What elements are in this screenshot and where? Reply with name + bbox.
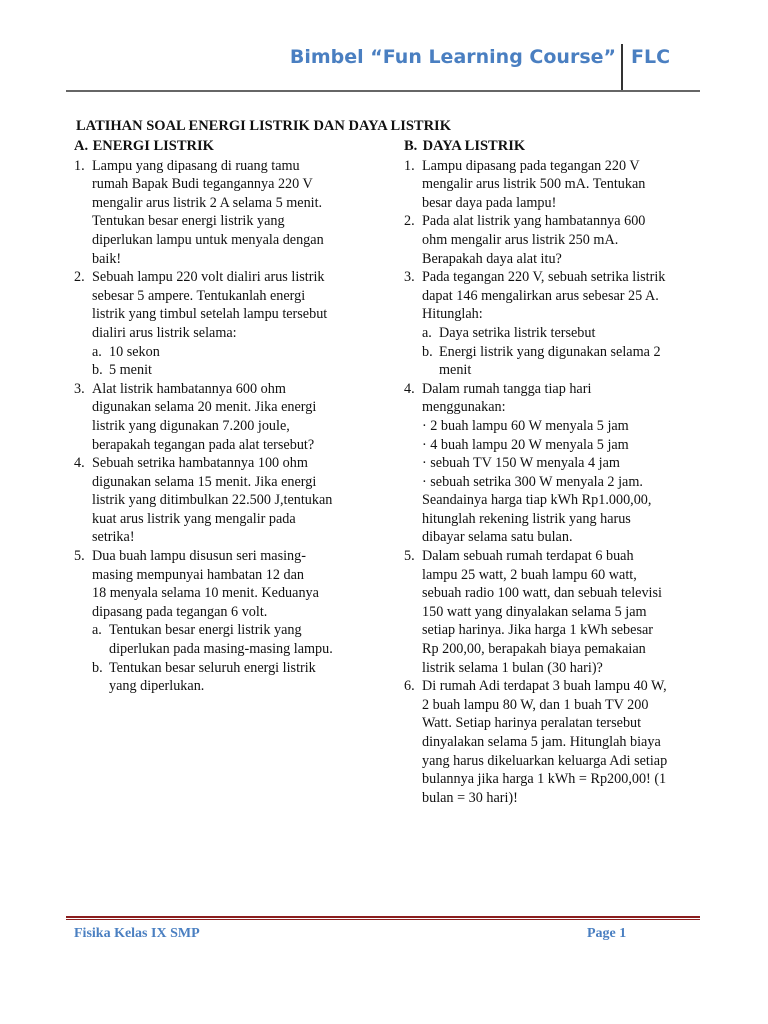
- question-number: 5.: [74, 548, 85, 565]
- option-item: [422, 343, 724, 380]
- question-number: 1.: [74, 157, 85, 174]
- option-item: [422, 324, 724, 343]
- appliance-item: · 2 buah lampu 60 W menyala 5 jam: [422, 417, 629, 434]
- option-text: Daya setrika listrik tersebut: [439, 324, 596, 341]
- option-item: [92, 621, 374, 658]
- option-label: b.: [422, 343, 433, 360]
- header-abbreviation: FLC: [631, 46, 671, 68]
- question-number: 6.: [404, 678, 415, 695]
- worksheet-title: LATIHAN SOAL ENERGI LISTRIK DAN DAYA LISTRIK: [76, 118, 451, 134]
- page-number: Page 1: [587, 926, 627, 941]
- question-item: [404, 380, 724, 547]
- section-heading-text: ENERGI LISTRIK: [92, 138, 214, 154]
- question-text: Seandainya harga tiap kWh Rp1.000,00, hitunglah rekening listrik yang harus dibayar selama satu bulan.: [422, 492, 652, 546]
- question-text: Alat listrik hambatannya 600 ohm digunakan selama 20 menit. Jika energi listrik yang digunakan 7.200 joule, berapakah tegangan pada alat tersebut?: [92, 380, 317, 453]
- question-item: [74, 380, 374, 454]
- header-title: Bimbel “Fun Learning Course”: [289, 46, 616, 68]
- question-text: Dalam rumah tangga tiap hari menggunakan:: [422, 380, 592, 416]
- option-label: a.: [422, 324, 432, 341]
- appliance-item: · 4 buah lampu 20 W menyala 5 jam: [422, 436, 629, 453]
- question-text: Lampu yang dipasang di ruang tamu rumah Bapak Budi tegangannya 220 V mengalir arus listrik 2 A selama 5 menit. Tentukan besar energi listrik yang diperlukan lampu untuk menyala dengan baik!: [92, 157, 324, 267]
- question-number: 2.: [404, 213, 415, 230]
- option-label: b.: [92, 659, 103, 676]
- section-daya-listrik: [404, 137, 724, 807]
- section-heading: [74, 137, 374, 156]
- question-item: [74, 454, 374, 547]
- question-item: [404, 157, 724, 213]
- question-text: Lampu dipasang pada tegangan 220 V mengalir arus listrik 500 mA. Tentukan besar daya pada lampu!: [422, 157, 646, 211]
- option-text: Energi listrik yang digunakan selama 2 menit: [439, 343, 661, 379]
- question-number: 1.: [404, 157, 415, 174]
- option-text: 5 menit: [109, 362, 152, 379]
- option-text: Tentukan besar seluruh energi listrik yang diperlukan.: [109, 659, 316, 695]
- question-item: [74, 157, 374, 269]
- question-text: Pada tegangan 220 V, sebuah setrika listrik dapat 146 mengalirkan arus sebesar 25 A. Hitunglah:: [422, 269, 666, 323]
- question-text: Sebuah lampu 220 volt dialiri arus listrik sebesar 5 ampere. Tentukanlah energi listrik yang timbul setelah lampu tersebut dialiri arus listrik selama:: [92, 269, 328, 341]
- question-item: [404, 268, 724, 380]
- footer-course-label: Fisika Kelas IX SMP: [74, 926, 200, 941]
- appliance-item: · sebuah TV 150 W menyala 4 jam: [422, 455, 620, 472]
- option-label: a.: [92, 622, 102, 639]
- question-text: Dalam sebuah rumah terdapat 6 buah lampu 25 watt, 2 buah lampu 60 watt, sebuah radio 100 watt, dan sebuah televisi 150 watt yang dinyalakan selama 5 jam setiap harinya. Jika harga 1 kWh sebesar Rp 200,00, berapakah biaya pemakaian listrik selama 1 bulan (30 hari)?: [422, 548, 662, 676]
- option-item: [92, 343, 374, 362]
- section-energi-listrik: [74, 137, 374, 696]
- option-label: b.: [92, 362, 103, 379]
- section-heading: [404, 137, 724, 156]
- option-item: [92, 659, 374, 696]
- question-number: 4.: [404, 380, 415, 397]
- appliance-item: · sebuah setrika 300 W menyala 2 jam.: [422, 473, 643, 490]
- section-letter: A.: [74, 138, 89, 154]
- question-text: Dua buah lampu disusun seri masing- masing mempunyai hambatan 12 dan 18 menyala selama 10 menit. Keduanya dipasang pada tegangan 6 volt.: [92, 548, 319, 620]
- question-item: [404, 677, 724, 807]
- question-number: 5.: [404, 548, 415, 565]
- question-item: [74, 547, 374, 696]
- footer-rule: [66, 916, 700, 918]
- section-letter: B.: [404, 138, 418, 154]
- option-label: a.: [92, 343, 102, 360]
- option-item: [92, 361, 374, 380]
- question-text: Di rumah Adi terdapat 3 buah lampu 40 W, 2 buah lampu 80 W, dan 1 buah TV 200 Watt. Setiap harinya peralatan tersebut dinyalakan selama 5 jam. Hitunglah biaya yang harus dikeluarkan keluarga Adi setiap bulannya jika harga 1 kWh = Rp200,00! (1 bulan = 30 hari)!: [422, 678, 668, 806]
- option-text: 10 sekon: [109, 343, 160, 360]
- question-number: 2.: [74, 269, 85, 286]
- question-number: 3.: [74, 380, 85, 397]
- question-number: 3.: [404, 269, 415, 286]
- section-heading-text: DAYA LISTRIK: [422, 138, 526, 154]
- header-rule: [66, 90, 700, 92]
- footer-rule-thin: [66, 919, 700, 920]
- question-item: [74, 268, 374, 380]
- question-text: Sebuah setrika hambatannya 100 ohm digunakan selama 15 menit. Jika energi listrik yang ditimbulkan 22.500 J,tentukan kuat arus listrik yang mengalir pada setrika!: [92, 455, 333, 546]
- question-item: [404, 212, 724, 268]
- question-text: Pada alat listrik yang hambatannya 600 ohm mengalir arus listrik 250 mA. Berapakah daya alat itu?: [422, 213, 646, 267]
- header-divider: [621, 44, 623, 92]
- question-number: 4.: [74, 455, 85, 472]
- option-text: Tentukan besar energi listrik yang diperlukan pada masing-masing lampu.: [109, 622, 333, 658]
- question-item: [404, 547, 724, 677]
